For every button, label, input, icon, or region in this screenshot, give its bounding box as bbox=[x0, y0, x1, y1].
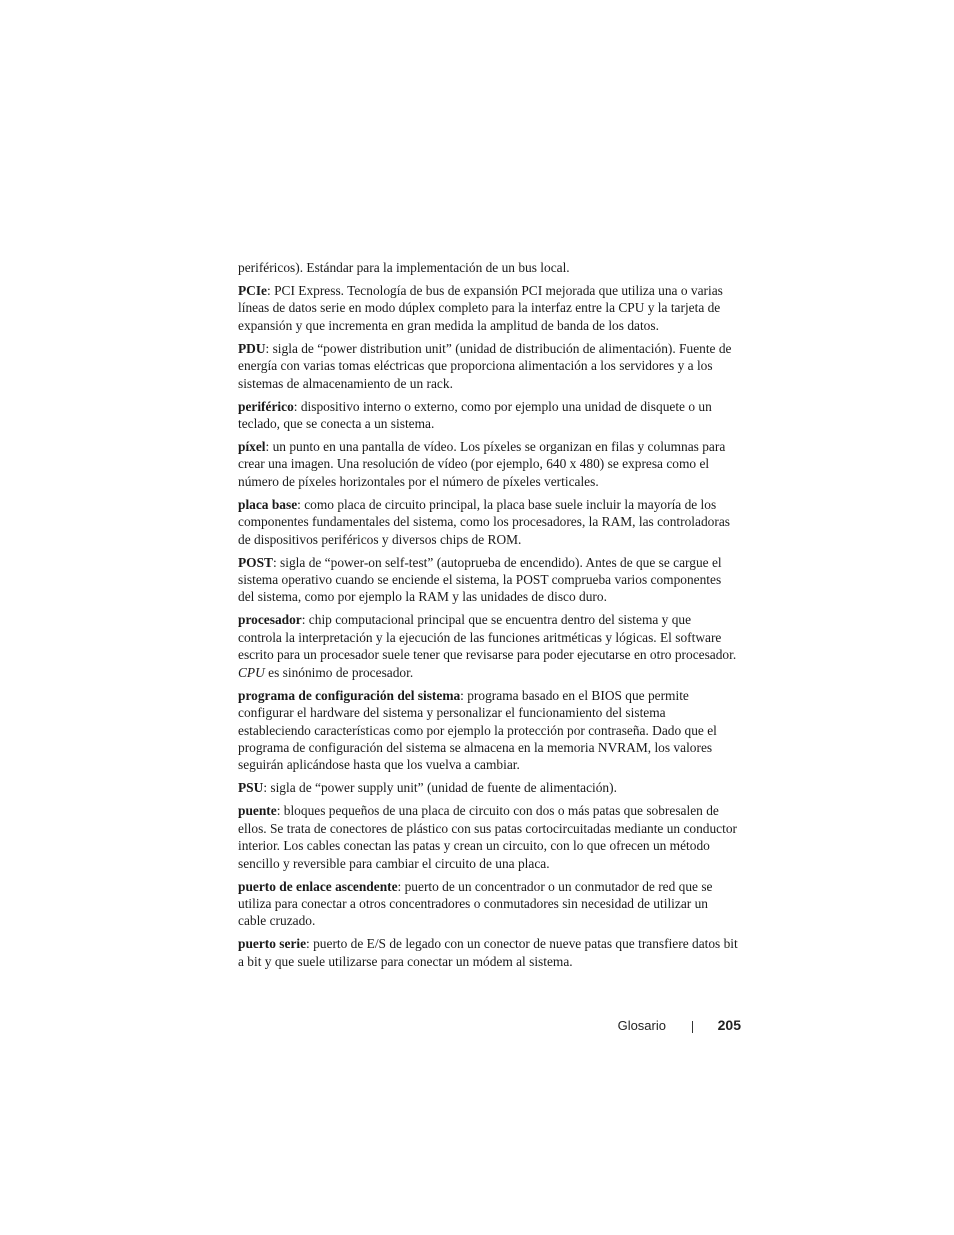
entry-term: PSU bbox=[238, 780, 264, 796]
entry-text: periféricos). Estándar para la implementación de un bus local. bbox=[238, 260, 570, 275]
entry-text: : programa basado en el BIOS que permite configurar el hardware del sistema y personalizar el funcionamiento del sistema estableciendo características como por ejemplo la protección por contraseña. Dado que el programa de configuración del sistema se almacena en la memoria NVRAM, los valores seguirán aplicándose hasta que los vuelva a cambiar. bbox=[238, 687, 717, 773]
entry-term: placa base bbox=[238, 496, 298, 512]
entry-text: : puerto de un concentrador o un conmutador de red que se utiliza para conectar a otros concentradores o conmutadores sin necesidad de utilizar un cable cruzado. bbox=[238, 878, 713, 929]
entry-text: : como placa de circuito principal, la placa base suele incluir la mayoría de los componentes fundamentales del sistema, como los procesadores, la RAM, las controladoras de dispositivos periféricos y diversos chips de ROM. bbox=[238, 496, 730, 547]
glossary-entry-puerto-enlace bbox=[238, 878, 738, 930]
entry-text: : puerto de E/S de legado con un conector de nueve patas que transfiere datos bit a bit y que suele utilizarse para conectar un módem al sistema. bbox=[238, 936, 738, 969]
entry-text: : chip computacional principal que se encuentra dentro del sistema y que controla la interpretación y la ejecución de las funciones aritméticas y lógicas. El software escrito para un procesador suele tener que revisarse para poder ejecutarse en otro procesador. bbox=[238, 612, 737, 663]
glossary-entry-pcie bbox=[238, 282, 738, 334]
entry-term: procesador bbox=[238, 612, 302, 628]
glossary-entry-puerto-serie bbox=[238, 935, 738, 970]
entry-text: : un punto en una pantalla de vídeo. Los píxeles se organizan en filas y columnas para crear una imagen. Una resolución de vídeo (por ejemplo, 640 x 480) se expresa como el número de píxeles horizontales por el número de píxeles verticales. bbox=[238, 439, 726, 489]
page-footer bbox=[560, 1014, 741, 1036]
glossary-entry-procesador bbox=[238, 611, 738, 681]
entry-text: : PCI Express. Tecnología de bus de expansión PCI mejorada que utiliza una o varias líneas de datos serie en modo dúplex completo para la interfaz entre la CPU y la tarjeta de expansión y que incrementa en gran medida la amplitud de banda de los datos. bbox=[238, 283, 723, 333]
glossary-entry-pixel bbox=[238, 438, 738, 490]
footer-divider bbox=[692, 1021, 693, 1033]
entry-term: píxel bbox=[238, 439, 266, 455]
entry-text: : sigla de “power distribution unit” (unidad de distribución de alimentación). Fuente de energía con varias tomas eléctricas que proporciona alimentación a los servidores y a los sistemas de almacenamiento de un rack. bbox=[238, 340, 732, 391]
entry-term: periférico bbox=[238, 398, 294, 414]
entry-text: : dispositivo interno o externo, como por ejemplo una unidad de disquete o un teclado, que se conecta a un sistema. bbox=[238, 398, 712, 432]
glossary-entry-post bbox=[238, 554, 738, 606]
glossary-content bbox=[238, 259, 738, 976]
entry-term: programa de configuración del sistema bbox=[238, 687, 461, 703]
entry-text: : sigla de “power supply unit” (unidad de fuente de alimentación). bbox=[263, 780, 617, 796]
entry-italic: CPU bbox=[238, 664, 265, 680]
entry-tail: es sinónimo de procesador. bbox=[264, 664, 414, 680]
entry-term: puerto de enlace ascendente bbox=[238, 878, 398, 894]
entry-text: : bloques pequeños de una placa de circuito con dos o más patas que sobresalen de ellos. Se trata de conectores de plástico con sus patas cortocircuitadas mediante un conductor interior. Los cables conectan las patas y crean un circuito, con lo que ofrecen un método sencillo y reversible para cambiar el circuito de una placa. bbox=[238, 803, 737, 871]
entry-term: POST bbox=[238, 554, 273, 570]
footer-section-title: Glosario bbox=[617, 1018, 666, 1033]
glossary-entry-pdu bbox=[238, 340, 738, 392]
glossary-entry-programa-configuracion bbox=[238, 687, 738, 774]
entry-term: PCIe bbox=[238, 283, 268, 298]
glossary-entry-puente bbox=[238, 802, 738, 872]
glossary-entry-psu bbox=[238, 779, 738, 796]
page-number: 205 bbox=[717, 1017, 741, 1033]
entry-term: puerto serie bbox=[238, 936, 307, 952]
entry-term: PDU bbox=[238, 340, 266, 356]
entry-text: : sigla de “power-on self-test” (autoprueba de encendido). Antes de que se cargue el sistema operativo cuando se enciende el sistema, la POST comprueba varios componentes del sistema, como por ejemplo la RAM y las unidades de disco duro. bbox=[238, 554, 722, 605]
entry-term: puente bbox=[238, 803, 277, 819]
glossary-entry-placa-base bbox=[238, 496, 738, 548]
glossary-entry-continuation bbox=[238, 259, 738, 276]
glossary-entry-periferico bbox=[238, 398, 738, 433]
